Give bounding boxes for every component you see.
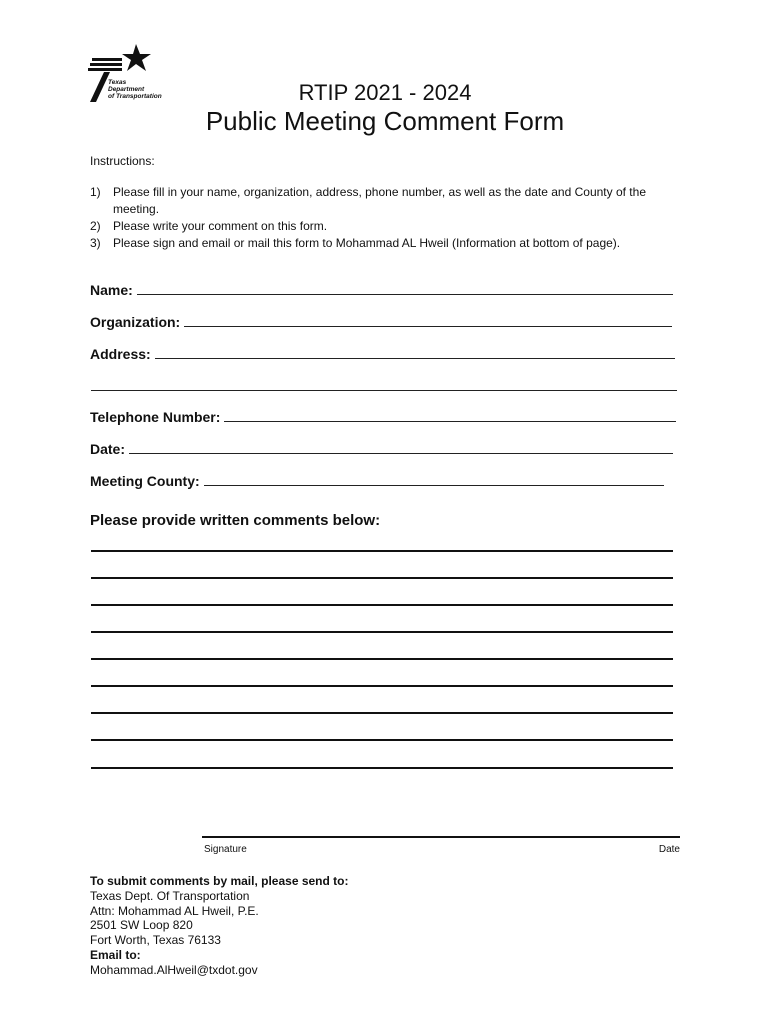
telephone-line[interactable] <box>224 409 676 422</box>
telephone-label: Telephone Number: <box>90 409 221 425</box>
name-label: Name: <box>90 282 133 298</box>
email-heading: Email to: <box>90 947 141 962</box>
comment-line[interactable] <box>91 631 673 633</box>
address-field[interactable] <box>90 346 675 362</box>
form-title: Public Meeting Comment Form <box>205 106 565 136</box>
organization-line[interactable] <box>184 314 672 327</box>
mail-heading: To submit comments by mail, please send to: <box>90 874 349 888</box>
date-line[interactable] <box>129 441 673 454</box>
mail-line: Fort Worth, Texas 76133 <box>90 933 221 948</box>
instruction-item: 2) Please write your comment on this form. <box>90 219 328 233</box>
organization-field[interactable] <box>90 314 672 330</box>
telephone-field[interactable] <box>90 409 676 425</box>
mail-info <box>90 874 349 978</box>
comment-line[interactable] <box>91 685 673 687</box>
instruction-item: 1) Please fill in your name, organization, address, phone number, as well as the date and County of the meeting. <box>90 185 646 216</box>
meeting-county-line[interactable] <box>204 473 664 486</box>
signature-line[interactable] <box>202 836 680 838</box>
signature-label: Signature <box>204 844 247 855</box>
instruction-item: 3) Please sign and email or mail this form to Mohammad AL Hweil (Information at bottom of page). <box>90 236 621 250</box>
comment-line[interactable] <box>91 739 673 741</box>
instructions-label: Instructions: <box>90 154 155 168</box>
date-field[interactable] <box>90 441 673 457</box>
address-line-2[interactable] <box>91 390 677 391</box>
comment-line[interactable] <box>91 604 673 606</box>
name-line[interactable] <box>137 282 673 295</box>
meeting-county-field[interactable] <box>90 473 664 489</box>
email-address[interactable]: Mohammad.AlHweil@txdot.gov <box>90 962 258 977</box>
comments-label: Please provide written comments below: <box>90 512 381 529</box>
date-label: Date: <box>90 441 126 457</box>
comment-line[interactable] <box>91 767 673 769</box>
comment-line[interactable] <box>91 712 673 714</box>
signature-date-label: Date <box>658 844 680 855</box>
address-line[interactable] <box>155 346 675 359</box>
mail-line: Texas Dept. Of Transportation <box>90 888 250 903</box>
logo-text: Texas Department of Transportation <box>108 79 162 100</box>
comment-line[interactable] <box>91 550 673 552</box>
instructions-list <box>90 184 690 252</box>
name-field[interactable] <box>90 282 673 298</box>
organization-label: Organization: <box>90 314 181 330</box>
mail-line: 2501 SW Loop 820 <box>90 918 193 933</box>
form-subtitle: RTIP 2021 - 2024 <box>298 80 472 105</box>
mail-line: Attn: Mohammad AL Hweil, P.E. <box>90 903 259 918</box>
meeting-county-label: Meeting County: <box>90 473 200 489</box>
address-label: Address: <box>90 346 151 362</box>
comment-line[interactable] <box>91 577 673 579</box>
comment-line[interactable] <box>91 658 673 660</box>
